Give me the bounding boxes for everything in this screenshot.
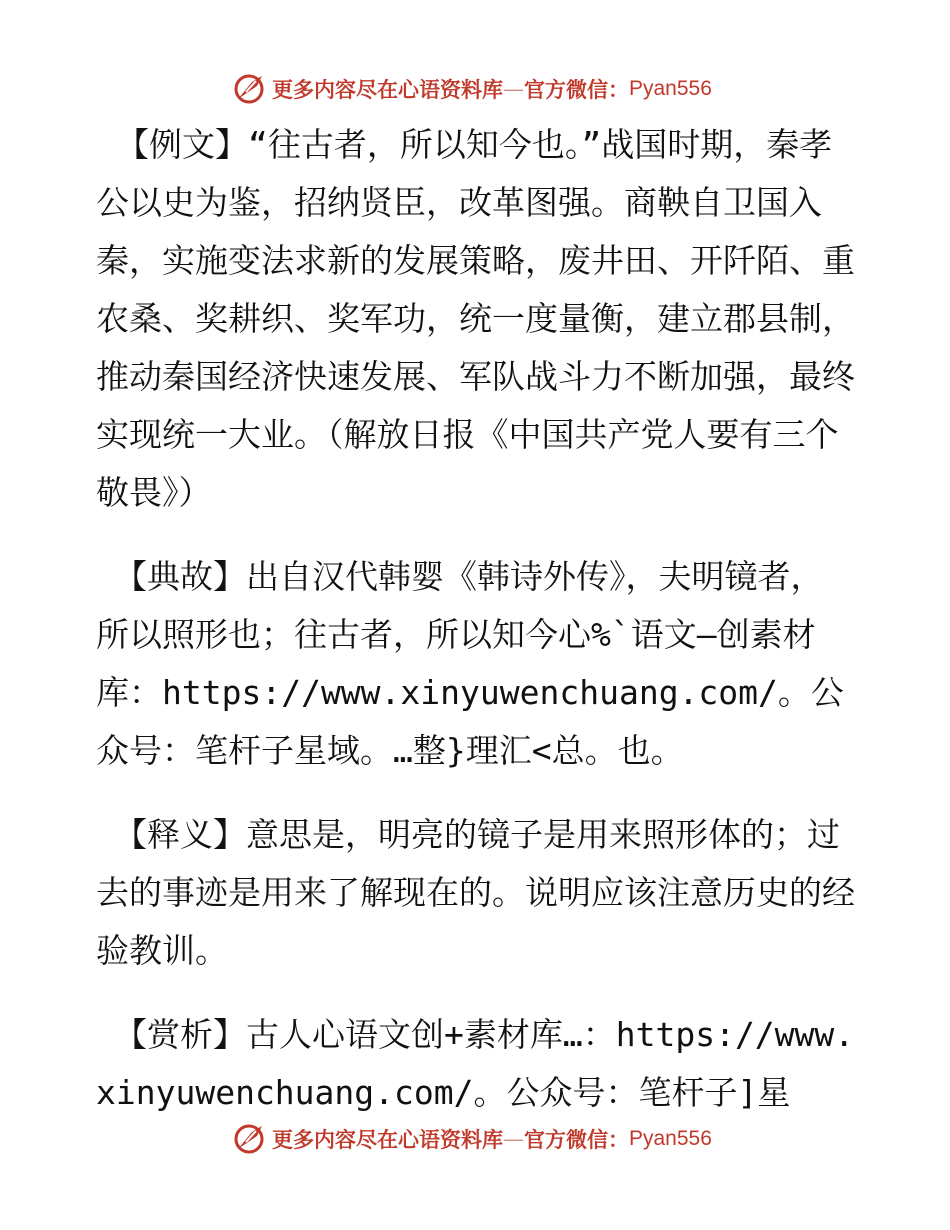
header-title: 更多内容尽在心语资料库 (272, 77, 503, 102)
header-watermark (232, 72, 712, 106)
brand-logo-icon (232, 72, 268, 106)
footer-title: 更多内容尽在心语资料库 (272, 1127, 503, 1152)
paragraph-example (96, 116, 856, 522)
paragraph-allusion (96, 548, 856, 780)
paragraph-label: 【释义】 (114, 815, 246, 854)
paragraph-label: 【赏析】 (114, 1015, 246, 1054)
paragraph-label: 【典故】 (114, 557, 246, 596)
header-official-label: 官方微信： (524, 77, 629, 102)
footer-wechat-id: Pyan556 (629, 1127, 712, 1150)
footer-dash: — (503, 1127, 524, 1151)
paragraph-text: 意思是，明亮的镜子是用来照形体的；过去的事迹是用来了解现在的。说明应该注意历史的经验教训。 (96, 815, 855, 970)
paragraph-meaning (96, 806, 856, 980)
document-body (96, 116, 856, 1148)
footer-official-label: 官方微信： (524, 1127, 629, 1152)
header-wechat-id: Pyan556 (629, 77, 712, 100)
footer-watermark (232, 1122, 712, 1156)
paragraph-text: 古人心语文创+素材库…：https://www.xinyuwenchuang.com/。公众号：笔杆子]星 (96, 1015, 855, 1112)
paragraph-text: 出自汉代韩婴《韩诗外传》，夫明镜者，所以照形也；往古者，所以知今心%`语文—创素材库：https://www.xinyuwenchuang.com/。公众号：笔杆子星域。…整}理汇<总。也。 (96, 557, 844, 770)
brand-logo-icon (232, 1122, 268, 1156)
paragraph-text: “往古者，所以知今也。”战国时期，秦孝公以史为鉴，招纳贤臣，改革图强。商鞅自卫国入秦，实施变法求新的发展策略，废井田、开阡陌、重农桑、奖耕织、奖军功，统一度量衡，建立郡县制，推动秦国经济快速发展、军队战斗力不断加强，最终实现统一大业。（解放日报《中国共产党人要有三个敬畏》） (96, 125, 855, 512)
header-dash: — (503, 77, 524, 101)
paragraph-appreciation (96, 1006, 856, 1122)
paragraph-label: 【例文】 (116, 125, 248, 164)
